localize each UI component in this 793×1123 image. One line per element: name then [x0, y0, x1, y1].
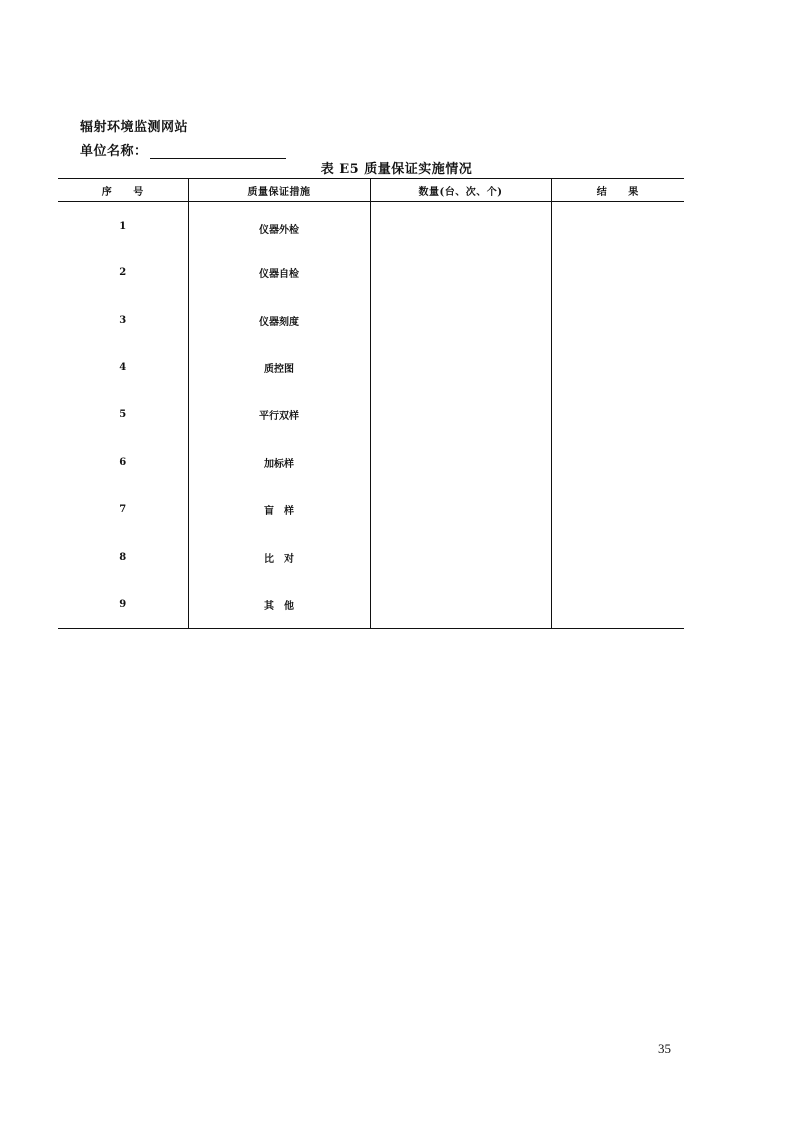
row-quantity-cell[interactable] [370, 533, 551, 580]
row-quantity-cell[interactable] [370, 486, 551, 533]
table-header-row [58, 179, 684, 202]
row-result-cell[interactable] [551, 581, 684, 629]
header-quantity: 数量(台、次、个) [370, 179, 551, 202]
table-row [58, 202, 684, 250]
row-measure: 仪器自检 [188, 249, 370, 296]
header-qa-measure: 质量保证措施 [188, 179, 370, 202]
table-row [58, 344, 684, 391]
row-number: 5 [58, 391, 188, 438]
table-row [58, 486, 684, 533]
row-measure: 其 他 [188, 581, 370, 629]
row-measure: 仪器外检 [188, 202, 370, 250]
row-result-cell[interactable] [551, 439, 684, 486]
table-row [58, 581, 684, 629]
header-result: 结 果 [551, 179, 684, 202]
table-title: 表 E5 质量保证实施情况 [320, 162, 473, 177]
row-measure: 加标样 [188, 439, 370, 486]
quality-assurance-table-container [58, 178, 684, 629]
table-row [58, 296, 684, 343]
row-result-cell[interactable] [551, 391, 684, 438]
row-quantity-cell[interactable] [370, 391, 551, 438]
row-result-cell[interactable] [551, 344, 684, 391]
row-number: 1 [58, 202, 188, 250]
organization-name: 辐射环境监测网站 [80, 120, 189, 135]
row-quantity-cell[interactable] [370, 344, 551, 391]
row-measure: 比 对 [188, 533, 370, 580]
row-quantity-cell[interactable] [370, 296, 551, 343]
row-result-cell[interactable] [551, 486, 684, 533]
row-measure: 平行双样 [188, 391, 370, 438]
row-number: 6 [58, 439, 188, 486]
row-result-cell[interactable] [551, 296, 684, 343]
table-row [58, 249, 684, 296]
row-quantity-cell[interactable] [370, 249, 551, 296]
unit-name-label: 单位名称： [80, 144, 148, 159]
table-row [58, 533, 684, 580]
row-result-cell[interactable] [551, 533, 684, 580]
row-result-cell[interactable] [551, 249, 684, 296]
row-number: 7 [58, 486, 188, 533]
row-number: 8 [58, 533, 188, 580]
table-row [58, 439, 684, 486]
page-number: 35 [658, 1041, 671, 1056]
quality-assurance-table [58, 178, 684, 629]
unit-name-line [80, 140, 286, 159]
row-quantity-cell[interactable] [370, 439, 551, 486]
row-number: 9 [58, 581, 188, 629]
row-measure: 仪器刻度 [188, 296, 370, 343]
row-measure: 质控图 [188, 344, 370, 391]
row-measure: 盲 样 [188, 486, 370, 533]
row-number: 3 [58, 296, 188, 343]
row-number: 4 [58, 344, 188, 391]
row-quantity-cell[interactable] [370, 581, 551, 629]
row-result-cell[interactable] [551, 202, 684, 250]
table-row [58, 391, 684, 438]
row-quantity-cell[interactable] [370, 202, 551, 250]
header-serial-number: 序 号 [58, 179, 188, 202]
row-number: 2 [58, 249, 188, 296]
